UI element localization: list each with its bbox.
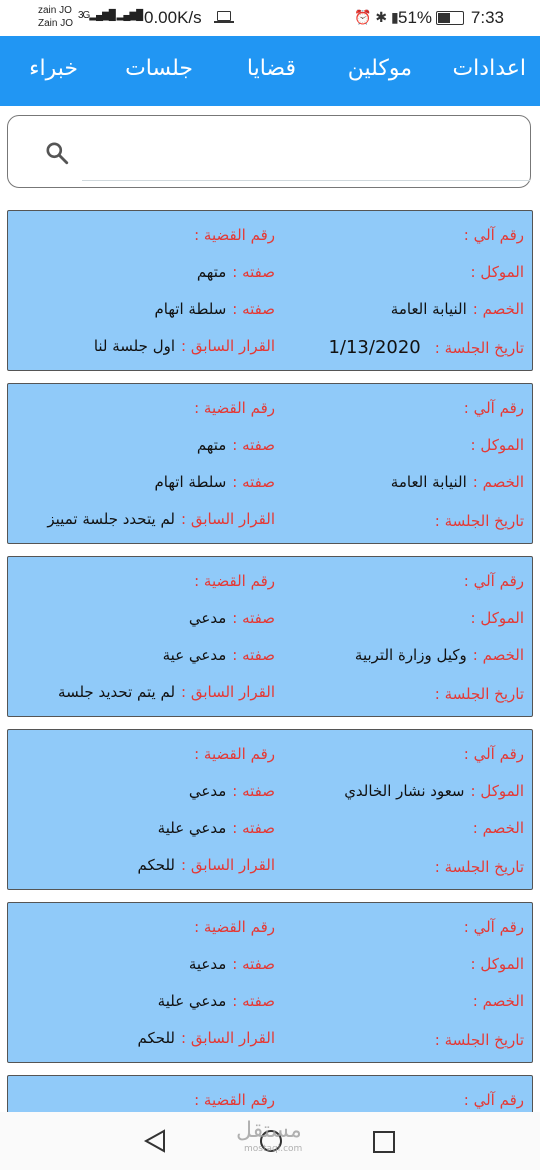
session-date xyxy=(421,683,524,704)
client-role xyxy=(189,609,275,627)
auto-number xyxy=(458,745,524,763)
client-role-label: صفته : xyxy=(232,263,275,281)
previous-decision xyxy=(138,1029,275,1047)
opponent-role-value: مدعي علية xyxy=(157,992,227,1010)
opponent-role-value: سلطة اتهام xyxy=(154,473,227,491)
previous-decision xyxy=(94,337,275,355)
client-label: الموكل : xyxy=(470,955,524,973)
opponent-label: الخصم : xyxy=(472,646,524,664)
client-label: الموكل : xyxy=(470,609,524,627)
opponent-value: وكيل وزارة التربية xyxy=(354,646,467,664)
previous-decision-value: اول جلسة لنا xyxy=(93,337,176,355)
case-card[interactable] xyxy=(7,210,533,371)
client-role xyxy=(189,955,275,973)
auto-number-label: رقم آلي : xyxy=(463,226,524,244)
auto-number-label: رقم آلي : xyxy=(463,918,524,936)
session-date-label: تاريخ الجلسة : xyxy=(434,858,524,876)
previous-decision-label: القرار السابق : xyxy=(181,1029,275,1047)
case-number xyxy=(188,918,275,936)
client xyxy=(465,955,524,973)
session-date xyxy=(421,1029,524,1050)
opponent-value: النيابة العامة xyxy=(390,473,467,491)
opponent-role xyxy=(163,646,275,664)
session-date-label: تاريخ الجلسة : xyxy=(434,339,524,357)
client-role-value: متهم xyxy=(196,263,227,281)
client xyxy=(344,782,524,800)
case-number-label: رقم القضية : xyxy=(194,745,275,763)
case-card[interactable] xyxy=(7,729,533,890)
carrier-2: Zain JO xyxy=(38,18,74,29)
client-role-value: مدعي xyxy=(188,782,227,800)
case-number-label: رقم القضية : xyxy=(194,226,275,244)
opponent xyxy=(467,992,524,1010)
opponent xyxy=(355,646,524,664)
previous-decision-value: لم يتم تحديد جلسة xyxy=(58,683,176,701)
case-list[interactable] xyxy=(0,208,540,1112)
recent-apps-icon[interactable] xyxy=(372,1130,396,1154)
battery-icon xyxy=(436,11,464,25)
network-speed: 0.00K/s xyxy=(144,8,202,27)
opponent-role-value: سلطة اتهام xyxy=(154,300,227,318)
client xyxy=(465,436,524,454)
auto-number xyxy=(458,399,524,417)
opponent-role-value: مدعي علية xyxy=(157,819,227,837)
session-date-label: تاريخ الجلسة : xyxy=(434,512,524,530)
previous-decision-value: لم يتحدد جلسة تمييز xyxy=(47,510,176,528)
client xyxy=(465,263,524,281)
case-card[interactable] xyxy=(7,902,533,1063)
previous-decision xyxy=(47,510,275,528)
auto-number xyxy=(458,1091,524,1109)
client-role-label: صفته : xyxy=(232,955,275,973)
laptop-icon xyxy=(217,11,231,21)
search-input[interactable] xyxy=(82,138,530,181)
back-icon[interactable] xyxy=(142,1128,168,1154)
client-role-label: صفته : xyxy=(232,609,275,627)
alarm-bluetooth-icons: ⏰ ✱ ▮ xyxy=(354,9,399,25)
previous-decision-label: القرار السابق : xyxy=(181,510,275,528)
previous-decision xyxy=(138,856,275,874)
opponent-role xyxy=(158,819,275,837)
opponent-role-label: صفته : xyxy=(232,300,275,318)
opponent-role xyxy=(155,473,275,491)
opponent-label: الخصم : xyxy=(472,819,524,837)
auto-number-label: رقم آلي : xyxy=(463,745,524,763)
opponent-role xyxy=(158,992,275,1010)
previous-decision-label: القرار السابق : xyxy=(181,856,275,874)
client-label: الموكل : xyxy=(470,436,524,454)
session-date xyxy=(421,856,524,877)
tab-clients[interactable]: موكلين xyxy=(347,56,412,81)
session-date-label: تاريخ الجلسة : xyxy=(434,685,524,703)
opponent-role-label: صفته : xyxy=(232,646,275,664)
auto-number-label: رقم آلي : xyxy=(463,1091,524,1109)
client-role-value: مدعي xyxy=(188,609,227,627)
opponent-role-label: صفته : xyxy=(232,819,275,837)
client-role-label: صفته : xyxy=(232,436,275,454)
session-date xyxy=(328,337,524,358)
search-box xyxy=(7,115,531,188)
tab-experts[interactable]: خبراء xyxy=(29,56,78,81)
case-number xyxy=(188,745,275,763)
opponent-label: الخصم : xyxy=(472,300,524,318)
opponent-role-value: مدعي عية xyxy=(162,646,227,664)
opponent xyxy=(391,473,524,491)
system-nav-bar xyxy=(0,1112,540,1170)
top-tab-bar xyxy=(0,36,540,106)
session-date xyxy=(421,510,524,531)
auto-number-label: رقم آلي : xyxy=(463,399,524,417)
case-number xyxy=(188,399,275,417)
status-bar xyxy=(0,0,540,36)
client-label: الموكل : xyxy=(470,263,524,281)
previous-decision-value: للحكم xyxy=(137,856,176,874)
opponent-role xyxy=(155,300,275,318)
previous-decision-label: القرار السابق : xyxy=(181,683,275,701)
case-number-label: رقم القضية : xyxy=(194,572,275,590)
client-label: الموكل : xyxy=(470,782,524,800)
auto-number-label: رقم آلي : xyxy=(463,572,524,590)
client-role xyxy=(197,436,275,454)
previous-decision-value: للحكم xyxy=(137,1029,176,1047)
opponent-value: النيابة العامة xyxy=(390,300,467,318)
case-card[interactable] xyxy=(7,556,533,717)
case-number xyxy=(188,1091,275,1109)
opponent xyxy=(467,819,524,837)
opponent xyxy=(391,300,524,318)
opponent-role-label: صفته : xyxy=(232,992,275,1010)
opponent-role-label: صفته : xyxy=(232,473,275,491)
battery-text: 51% xyxy=(398,8,433,27)
case-number xyxy=(188,572,275,590)
tab-cases[interactable]: قضايا xyxy=(246,56,296,81)
client-role-value: متهم xyxy=(196,436,227,454)
auto-number xyxy=(458,572,524,590)
case-card[interactable] xyxy=(7,383,533,544)
case-number-label: رقم القضية : xyxy=(194,399,275,417)
case-number xyxy=(188,226,275,244)
carrier-1: zain JO xyxy=(38,5,72,16)
session-date-label: تاريخ الجلسة : xyxy=(434,1031,524,1049)
case-number-label: رقم القضية : xyxy=(194,1091,275,1109)
case-card[interactable] xyxy=(7,1075,533,1112)
session-date-value: 1/13/2020 xyxy=(328,337,421,358)
clock: 7:33 xyxy=(470,8,504,27)
client-role-value: مدعية xyxy=(188,955,227,973)
previous-decision-label: القرار السابق : xyxy=(181,337,275,355)
opponent-label: الخصم : xyxy=(472,992,524,1010)
watermark-logo: مستقل xyxy=(236,1118,302,1143)
opponent-label: الخصم : xyxy=(472,473,524,491)
auto-number xyxy=(458,918,524,936)
tab-sessions[interactable]: جلسات xyxy=(125,56,193,81)
client xyxy=(465,609,524,627)
signal-icon: 3G▂▄▆█ ▂▄▆█ xyxy=(78,10,143,21)
client-role xyxy=(189,782,275,800)
client-role-label: صفته : xyxy=(232,782,275,800)
client-value: سعود نشار الخالدي xyxy=(344,782,465,800)
battery-level xyxy=(438,13,450,23)
search-icon[interactable] xyxy=(44,140,70,166)
carrier-names xyxy=(38,4,73,30)
watermark-domain: mostaql.com xyxy=(244,1144,303,1154)
previous-decision xyxy=(58,683,275,701)
network-type: 3G xyxy=(78,10,90,21)
tab-settings[interactable]: اعدادات xyxy=(452,56,526,81)
auto-number xyxy=(458,226,524,244)
case-number-label: رقم القضية : xyxy=(194,918,275,936)
client-role xyxy=(197,263,275,281)
